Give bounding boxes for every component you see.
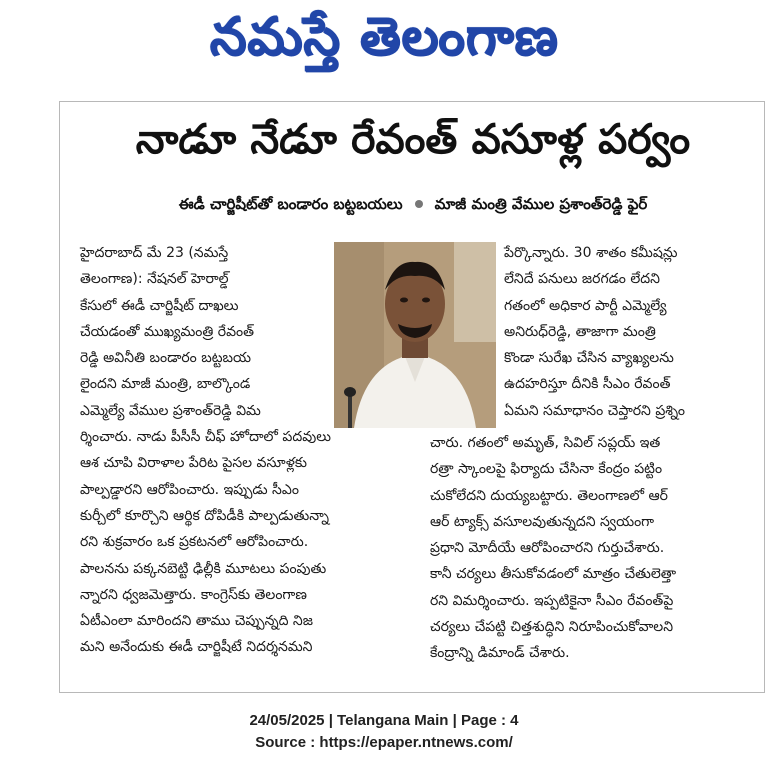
text-line: తెలంగాణ): నేషనల్ హెరాల్డ్ bbox=[80, 271, 229, 288]
text-line: ఏమని సమాధానం చెప్తారని ప్రశ్నిం bbox=[504, 402, 685, 419]
text-line: ఎమ్మెల్యే వేముల ప్రశాంత్‌రెడ్డి విమ bbox=[80, 402, 261, 419]
newspaper-masthead: నమస్తే తెలంగాణ bbox=[209, 7, 559, 67]
text-line: కానీ చర్యలు తీసుకోవడంలో మాత్రం చేతులెత్తా bbox=[430, 566, 677, 583]
article-column-left bbox=[80, 240, 331, 661]
text-line: హైదరాబాద్ మే 23 (నమస్తే bbox=[80, 245, 229, 261]
news-clipping bbox=[59, 101, 765, 693]
text-line: పాల్పడ్డారని ఆరోపించారు. ఇప్పుడు సీఎం bbox=[80, 481, 299, 498]
text-line: ఆర్ ట్యాక్స్ వసూలవుతున్నదని స్వయంగా bbox=[430, 513, 655, 530]
text-line: మని అనేందుకు ఈడీ చార్జిషీటే నిదర్శనమని bbox=[80, 639, 313, 656]
text-line: లైందని మాజీ మంత్రి, బాల్కొండ bbox=[80, 376, 251, 393]
portrait-illustration bbox=[334, 242, 496, 428]
text-line: కొండా సురేఖ చేసిన వ్యాఖ్యలను bbox=[504, 350, 674, 367]
subhead-left: ఈడీ చార్జిషీట్‌తో బండారం బట్టబయలు bbox=[178, 195, 403, 213]
text-line: ఆశ చూపి విరాళాల పేరిట పైసల వసూళ్లకు bbox=[80, 455, 308, 472]
bullet-separator bbox=[415, 200, 423, 208]
text-line: గతంలో అధికార పార్టీ ఎమ్మెల్యే bbox=[504, 297, 667, 314]
text-line: లేనిదే పనులు జరగడం లేదని bbox=[504, 271, 660, 288]
text-line: చర్యలు చేపట్టి చిత్తశుద్ధిని నిరూపించుకోవాలని bbox=[430, 619, 674, 636]
text-line: కేసులో ఈడీ చార్జిషీట్ దాఖలు bbox=[80, 297, 239, 314]
text-line: అనిరుధ్‌రెడ్డి, తాజాగా మంత్రి bbox=[504, 323, 656, 340]
text-line: న్నారని ధ్వజమెత్తారు. కాంగ్రెస్‌కు తెలంగాణ bbox=[80, 586, 307, 603]
text-line: రని శుక్రవారం ఒక ప్రకటనలో ఆరోపించారు. bbox=[80, 534, 309, 551]
article-column-right-top bbox=[504, 240, 746, 424]
text-line: చుకోలేదని దుయ్యబట్టారు. తెలంగాణలో ఆర్ bbox=[430, 487, 668, 504]
text-line: పాలనను పక్కనబెట్టి ఢిల్లీకి మూటలు పంపుతు bbox=[80, 560, 327, 577]
text-line: చారు. గతంలో అమృత్, సివిల్ సప్లయ్ ఇత bbox=[430, 435, 661, 451]
text-line: ర్శించారు. నాడు పీసీసీ చీఫ్ హోదాలో పదవులు bbox=[80, 429, 331, 446]
text-line: రెడ్డి అవినీతి బండారం బట్టబయ bbox=[80, 350, 252, 367]
article-column-right-bottom bbox=[430, 430, 746, 667]
page-footer bbox=[0, 710, 768, 754]
source-link[interactable]: Source : https://epaper.ntnews.com/ bbox=[255, 734, 513, 751]
text-line: ఉదహరిస్తూ దీనికి సీఎం రేవంత్ bbox=[504, 376, 671, 393]
text-line: కేంద్రాన్ని డిమాండ్ చేశారు. bbox=[430, 645, 570, 662]
text-line: రని విమర్శించారు. ఇప్పటికైనా సీఎం రేవంత్‌పై bbox=[430, 592, 674, 609]
text-line: కుర్చీలో కూర్చొని ఆర్థిక దోపిడీకి పాల్పడుతున్నా bbox=[80, 507, 329, 524]
text-line: పేర్కొన్నారు. 30 శాతం కమీషన్లు bbox=[504, 245, 678, 261]
text-line: ప్రధాని మోదీయే ఆరోపించారని గుర్తుచేశారు. bbox=[430, 540, 665, 557]
politician-photo bbox=[334, 242, 496, 428]
text-line: ఏటీఎంలా మారిందని తాము చెప్పున్నది నిజ bbox=[80, 613, 313, 630]
subhead-right: మాజీ మంత్రి వేముల ప్రశాంత్‌రెడ్డి ఫైర్ bbox=[434, 195, 648, 213]
article-headline: నాడూ నేడూ రేవంత్ వసూళ్ల పర్వం bbox=[135, 115, 691, 163]
text-line: చేయడంతో ముఖ్యమంత్రి రేవంత్ bbox=[80, 323, 255, 340]
article-subheadline bbox=[80, 190, 746, 218]
edition-info: 24/05/2025 | Telangana Main | Page : 4 bbox=[249, 712, 519, 729]
text-line: రత్రా స్కాంలపై ఫిర్యాదు చేసినా కేంద్రం పట్టిం bbox=[430, 461, 663, 478]
